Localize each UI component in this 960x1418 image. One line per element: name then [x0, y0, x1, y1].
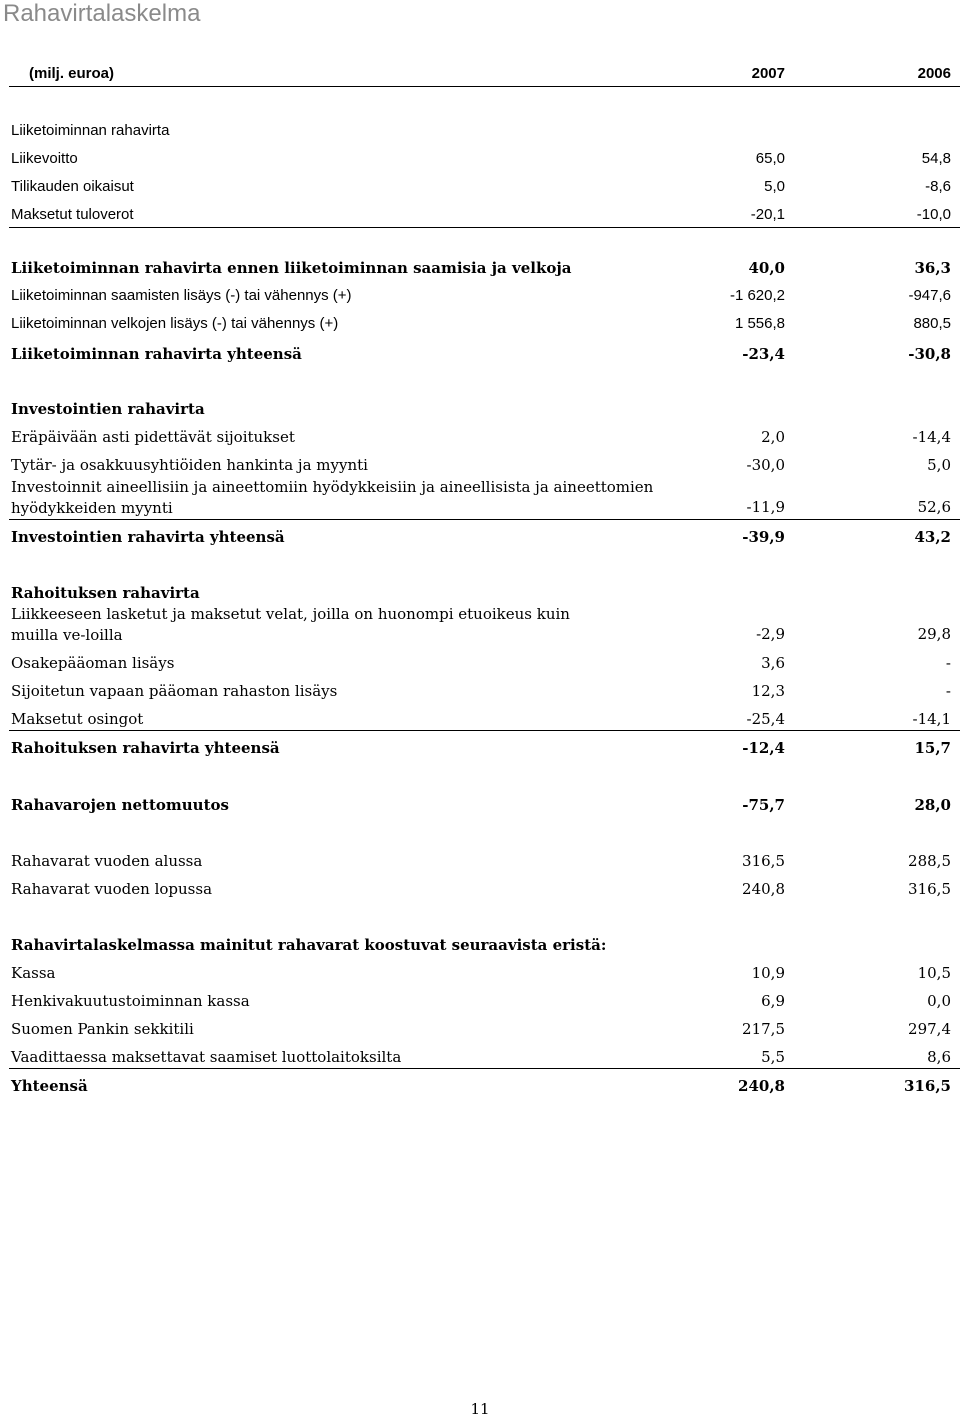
row-label: Sijoitetun vapaan pääoman rahaston lisäys [11, 682, 338, 700]
value-2006: 880,5 [913, 315, 951, 332]
value-2007: -11,9 [746, 498, 785, 516]
row-label: Investoinnit aineellisiin ja aineettomiin hyödykkeisiin ja aineellisista ja aineettomien hyödykkeiden myynti [11, 478, 654, 517]
row-label: Liiketoiminnan saamisten lisäys (-) tai vähennys (+) [11, 287, 352, 304]
row-label: Liikkeeseen lasketut ja maksetut velat, joilla on huonompi etuoikeus kuin muilla ve-loilla [11, 605, 570, 644]
row-label: Investointien rahavirta yhteensä [11, 528, 285, 546]
value-2007: 2,0 [761, 428, 785, 446]
value-2007: -23,4 [742, 345, 785, 363]
value-2006: 36,3 [914, 259, 951, 277]
year-2006-header: 2006 [917, 65, 951, 82]
value-2006: -947,6 [908, 287, 951, 304]
value-2007: -1 620,2 [729, 287, 785, 304]
row-divider [9, 519, 960, 520]
value-2006: 43,2 [914, 528, 951, 546]
value-2006: 0,0 [927, 992, 951, 1010]
value-2007: 40,0 [748, 259, 785, 277]
value-2006: 29,8 [917, 625, 951, 643]
row-label: Liikevoitto [11, 150, 78, 167]
value-2006: 15,7 [914, 739, 951, 757]
row-label: Eräpäivään asti pidettävät sijoitukset [11, 428, 295, 446]
year-2007-header: 2007 [751, 65, 785, 82]
value-2006: 52,6 [917, 498, 951, 516]
value-2007: -39,9 [742, 528, 785, 546]
value-2007: 240,8 [738, 1077, 785, 1095]
row-label: Yhteensä [11, 1077, 88, 1095]
value-2006: 316,5 [904, 1077, 951, 1095]
value-2007: -75,7 [742, 796, 785, 814]
value-2006: 8,6 [927, 1048, 951, 1066]
value-2007: 10,9 [751, 964, 785, 982]
header-divider [9, 86, 960, 87]
value-2006: -14,1 [912, 710, 951, 728]
value-2006: 316,5 [908, 880, 951, 898]
value-2007: 240,8 [742, 880, 785, 898]
unit-label: (milj. euroa) [29, 65, 115, 82]
row-label: Tilikauden oikaisut [11, 178, 134, 195]
row-label: Vaadittaessa maksettavat saamiset luottolaitoksilta [11, 1048, 402, 1066]
value-2006: 288,5 [908, 852, 951, 870]
value-2007: 65,0 [755, 150, 785, 167]
row-label: Kassa [11, 964, 56, 982]
row-divider [9, 227, 960, 228]
row-label: Tytär- ja osakkuusyhtiöiden hankinta ja myynti [11, 456, 368, 474]
row-divider [9, 730, 960, 731]
value-2006: -10,0 [916, 206, 951, 223]
value-2006: -14,4 [912, 428, 951, 446]
value-2006: 54,8 [921, 150, 951, 167]
row-label: Suomen Pankin sekkitili [11, 1020, 194, 1038]
row-label: Maksetut tuloverot [11, 206, 134, 223]
page-title: Rahavirtalaskelma [3, 0, 201, 27]
row-label: Rahavarat vuoden alussa [11, 852, 203, 870]
value-2006: 5,0 [927, 456, 951, 474]
value-2007: 5,5 [761, 1048, 785, 1066]
value-2007: -20,1 [750, 206, 785, 223]
value-2007: -25,4 [746, 710, 785, 728]
row-label: Rahavarat vuoden lopussa [11, 880, 213, 898]
row-label: Osakepääoman lisäys [11, 654, 175, 672]
value-2007: -12,4 [742, 739, 785, 757]
value-2006: 28,0 [914, 796, 951, 814]
row-label: Liiketoiminnan rahavirta ennen liiketoiminnan saamisia ja velkoja [11, 259, 572, 277]
row-label: Rahavarojen nettomuutos [11, 796, 229, 814]
row-divider [9, 1068, 960, 1069]
row-label: Henkivakuutustoiminnan kassa [11, 992, 250, 1010]
row-label: Rahoituksen rahavirta yhteensä [11, 739, 280, 757]
value-2007: -30,0 [746, 456, 785, 474]
value-2007: 1 556,8 [734, 315, 785, 332]
value-2006: -8,6 [925, 178, 951, 195]
row-label: Maksetut osingot [11, 710, 144, 728]
value-2007: 5,0 [764, 178, 785, 195]
page-number: 11 [470, 1400, 490, 1418]
value-2007: 3,6 [761, 654, 785, 672]
value-2007: 6,9 [761, 992, 785, 1010]
row-label: Liiketoiminnan velkojen lisäys (-) tai vähennys (+) [11, 315, 339, 332]
value-2006: - [945, 682, 951, 700]
value-2007: 316,5 [742, 852, 785, 870]
value-2006: 297,4 [908, 1020, 951, 1038]
value-2006: -30,8 [908, 345, 951, 363]
row-label: Liiketoiminnan rahavirta yhteensä [11, 345, 302, 363]
value-2006: - [945, 654, 951, 672]
value-2007: -2,9 [756, 625, 785, 643]
value-2007: 217,5 [742, 1020, 785, 1038]
value-2006: 10,5 [917, 964, 951, 982]
value-2007: 12,3 [751, 682, 785, 700]
